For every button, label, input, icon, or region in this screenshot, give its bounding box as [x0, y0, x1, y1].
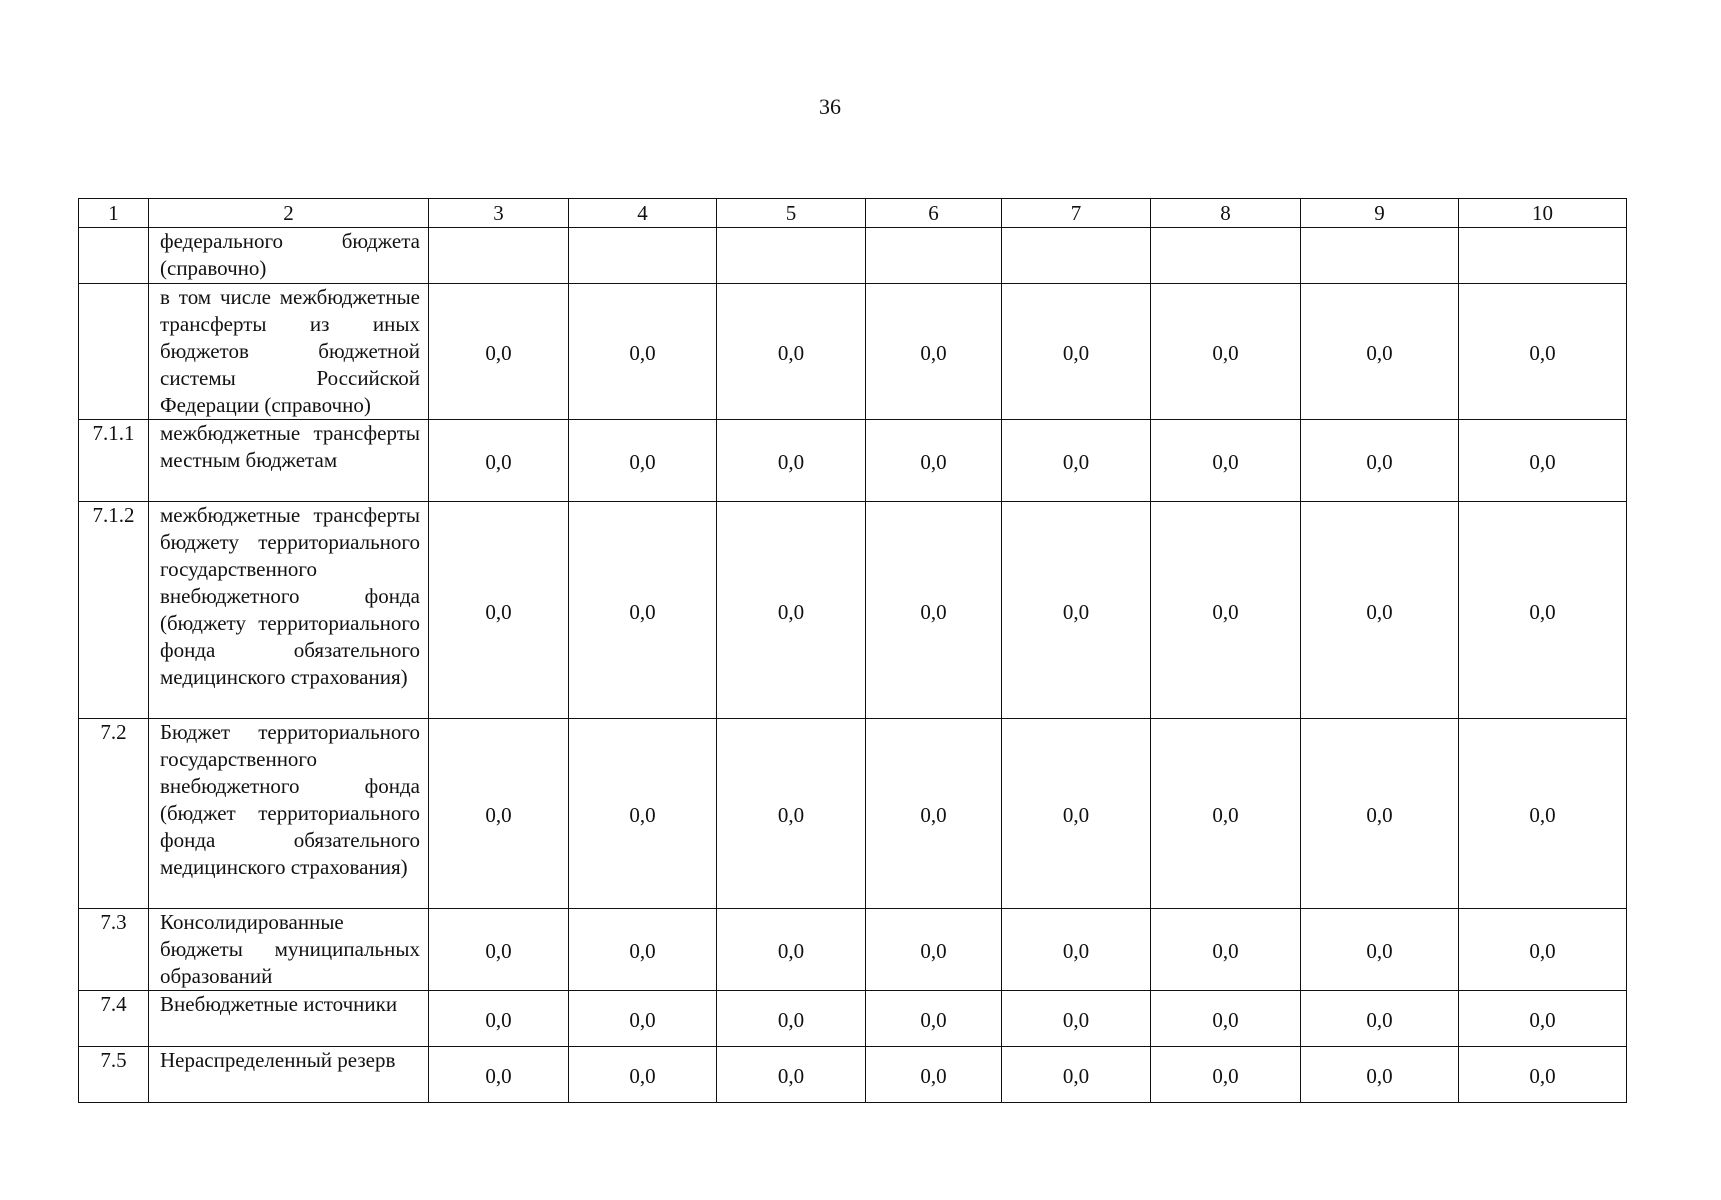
value-cell: 0,0	[1301, 502, 1459, 719]
value-cell: 0,0	[866, 909, 1002, 991]
value-cell: 0,0	[569, 719, 717, 909]
value-cell: 0,0	[1459, 502, 1627, 719]
row-description: Бюджет территориального государственного внебюджетного фонда (бюджет территориального фонда обязательного медицинского страхования)	[149, 719, 429, 909]
row-number: 7.4	[79, 991, 149, 1047]
value-cell: 0,0	[569, 284, 717, 420]
table-row	[79, 719, 1627, 909]
value-cell: 0,0	[429, 991, 569, 1047]
value-cell: 0,0	[866, 420, 1002, 502]
value-cell: 0,0	[1301, 909, 1459, 991]
header-row	[79, 199, 1627, 228]
budget-table	[78, 198, 1627, 1103]
value-cell: 0,0	[717, 284, 866, 420]
row-description: федерального бюджета (справочно)	[149, 228, 429, 284]
value-cell	[1002, 228, 1151, 284]
column-header: 5	[717, 199, 866, 228]
value-cell: 0,0	[1459, 420, 1627, 502]
value-cell: 0,0	[1459, 909, 1627, 991]
column-header: 9	[1301, 199, 1459, 228]
value-cell: 0,0	[1301, 719, 1459, 909]
row-description: в том числе межбюджетные трансферты из иных бюджетов бюджетной системы Российской Федерации (справочно)	[149, 284, 429, 420]
value-cell: 0,0	[429, 1047, 569, 1103]
value-cell: 0,0	[1002, 991, 1151, 1047]
value-cell: 0,0	[866, 719, 1002, 909]
column-header: 10	[1459, 199, 1627, 228]
row-description: Внебюджетные источники	[149, 991, 429, 1047]
value-cell: 0,0	[717, 991, 866, 1047]
row-description: межбюджетные трансферты местным бюджетам	[149, 420, 429, 502]
table-row	[79, 228, 1627, 284]
table-row	[79, 1047, 1627, 1103]
value-cell: 0,0	[866, 991, 1002, 1047]
value-cell: 0,0	[429, 284, 569, 420]
column-header: 6	[866, 199, 1002, 228]
row-number	[79, 228, 149, 284]
value-cell: 0,0	[1002, 502, 1151, 719]
table-row	[79, 502, 1627, 719]
value-cell: 0,0	[1459, 991, 1627, 1047]
table-row	[79, 420, 1627, 502]
value-cell: 0,0	[1459, 284, 1627, 420]
column-header: 2	[149, 199, 429, 228]
row-description: Нераспределенный резерв	[149, 1047, 429, 1103]
value-cell	[1301, 228, 1459, 284]
value-cell: 0,0	[429, 909, 569, 991]
value-cell: 0,0	[429, 502, 569, 719]
value-cell	[866, 228, 1002, 284]
value-cell: 0,0	[1301, 991, 1459, 1047]
table-row	[79, 909, 1627, 991]
value-cell: 0,0	[717, 420, 866, 502]
value-cell	[717, 228, 866, 284]
table-row	[79, 284, 1627, 420]
value-cell: 0,0	[1459, 719, 1627, 909]
value-cell: 0,0	[1002, 284, 1151, 420]
value-cell	[1459, 228, 1627, 284]
value-cell: 0,0	[429, 420, 569, 502]
value-cell: 0,0	[1151, 991, 1301, 1047]
value-cell: 0,0	[1301, 284, 1459, 420]
value-cell: 0,0	[569, 420, 717, 502]
value-cell: 0,0	[1002, 719, 1151, 909]
value-cell: 0,0	[1151, 502, 1301, 719]
column-header: 8	[1151, 199, 1301, 228]
row-number: 7.1.1	[79, 420, 149, 502]
row-description: межбюджетные трансферты бюджету территориального государственного внебюджетного фонда (бюджету территориального фонда обязательного медицинского страхования)	[149, 502, 429, 719]
value-cell: 0,0	[569, 502, 717, 719]
row-number: 7.3	[79, 909, 149, 991]
value-cell: 0,0	[717, 909, 866, 991]
column-header: 1	[79, 199, 149, 228]
value-cell: 0,0	[1151, 909, 1301, 991]
value-cell: 0,0	[1459, 1047, 1627, 1103]
column-header: 7	[1002, 199, 1151, 228]
value-cell: 0,0	[866, 1047, 1002, 1103]
row-number: 7.2	[79, 719, 149, 909]
value-cell	[429, 228, 569, 284]
table-row	[79, 991, 1627, 1047]
row-description: Консолидированные бюджеты муниципальных образований	[149, 909, 429, 991]
value-cell: 0,0	[1151, 420, 1301, 502]
value-cell: 0,0	[1002, 909, 1151, 991]
value-cell: 0,0	[1002, 420, 1151, 502]
row-number	[79, 284, 149, 420]
value-cell: 0,0	[1151, 284, 1301, 420]
value-cell: 0,0	[717, 502, 866, 719]
value-cell: 0,0	[1301, 420, 1459, 502]
value-cell: 0,0	[866, 502, 1002, 719]
value-cell: 0,0	[1002, 1047, 1151, 1103]
value-cell: 0,0	[1151, 1047, 1301, 1103]
value-cell: 0,0	[569, 909, 717, 991]
value-cell: 0,0	[1151, 719, 1301, 909]
value-cell: 0,0	[717, 719, 866, 909]
column-header: 3	[429, 199, 569, 228]
value-cell: 0,0	[569, 991, 717, 1047]
row-number: 7.5	[79, 1047, 149, 1103]
value-cell: 0,0	[717, 1047, 866, 1103]
value-cell	[1151, 228, 1301, 284]
value-cell	[569, 228, 717, 284]
value-cell: 0,0	[1301, 1047, 1459, 1103]
value-cell: 0,0	[429, 719, 569, 909]
page-number: 36	[819, 94, 841, 119]
column-header: 4	[569, 199, 717, 228]
value-cell: 0,0	[866, 284, 1002, 420]
row-number: 7.1.2	[79, 502, 149, 719]
value-cell: 0,0	[569, 1047, 717, 1103]
